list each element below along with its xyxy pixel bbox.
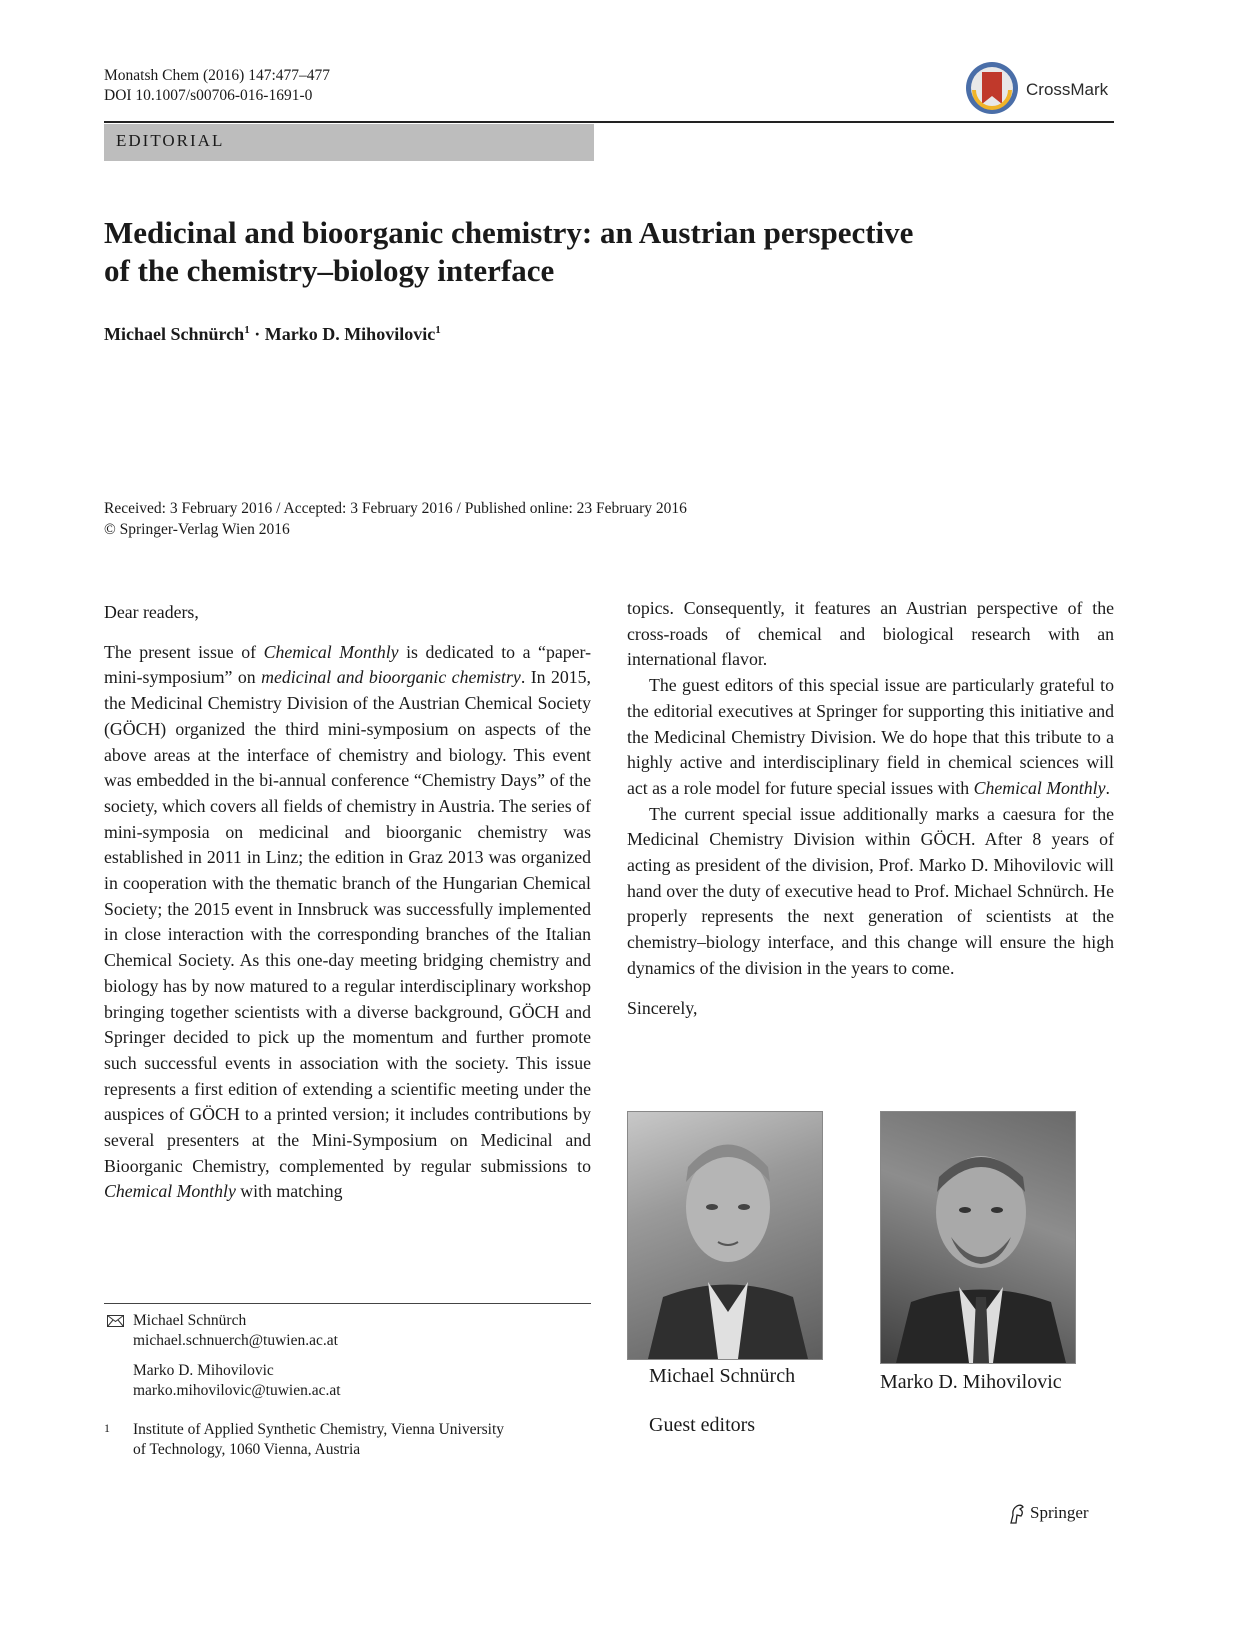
paragraph-1 xyxy=(104,640,591,1205)
author-1-affil: 1 xyxy=(244,324,250,336)
journal-name: Chemical Monthly xyxy=(973,777,1106,798)
affiliation-line-1: Institute of Applied Synthetic Chemistry, Vienna University xyxy=(133,1421,505,1438)
doi-line: DOI 10.1007/s00706-016-1691-0 xyxy=(104,87,313,104)
section-label: EDITORIAL xyxy=(116,131,225,150)
affiliation xyxy=(133,1420,504,1460)
author-2-affil: 1 xyxy=(435,324,441,336)
photo-caption-2: Marko D. Mihovilovic xyxy=(880,1371,1062,1393)
p1-text-a: The present issue of xyxy=(104,641,264,662)
portrait-1-figure xyxy=(628,1112,822,1359)
affiliation-number: 1 xyxy=(104,1421,110,1435)
photo-caption-1: Michael Schnürch xyxy=(649,1365,796,1387)
contact-1-email[interactable]: michael.schnuerch@tuwien.ac.at xyxy=(133,1332,338,1349)
portrait-2-figure xyxy=(881,1112,1075,1363)
contact-2-name: Marko D. Mihovilovic xyxy=(133,1362,274,1379)
journal-name: Chemical Monthly xyxy=(104,1181,236,1202)
p1-text-d: with matching xyxy=(235,1181,343,1202)
body-column-right xyxy=(627,596,1114,1021)
contact-1-name: Michael Schnürch xyxy=(133,1312,247,1329)
journal-citation xyxy=(104,66,330,106)
title-line-2: of the chemistry–biology interface xyxy=(104,253,555,288)
footnote-rule xyxy=(104,1303,591,1304)
publisher-logo: Springer xyxy=(1030,1503,1089,1522)
journal-name: Chemical Monthly xyxy=(263,641,399,662)
paragraph-3: The current special issue additionally marks a caesura for the Medicinal Chemistry Division within GÖCH. After 8 years of acting as president of the division, Prof. Marko D. Mihovilovic will hand over the duty of executive head to Prof. Michael Schnürch. He properly represents the next generation of scientists at the chemistry–biology interface, and this change will ensure the high dynamics of the division in the years to come. xyxy=(627,803,1114,978)
envelope-icon xyxy=(107,1315,124,1327)
copyright-line: © Springer-Verlag Wien 2016 xyxy=(104,521,290,538)
contact-1 xyxy=(133,1311,338,1351)
crossmark-label: CrossMark xyxy=(1026,80,1109,99)
journal-line: Monatsh Chem (2016) 147:477–477 xyxy=(104,67,331,84)
guest-editors-label: Guest editors xyxy=(649,1414,756,1436)
author-2[interactable]: Marko D. Mihovilovic xyxy=(264,324,436,344)
header-rule xyxy=(104,121,1114,123)
topic-emphasis: medicinal and bioorganic chemistry xyxy=(261,667,521,688)
article-title xyxy=(104,214,1004,290)
p1-text-c: . In 2015, the Medicinal Chemistry Division of the Austrian Chemical Society (GÖCH) organized the third mini-symposium on aspects of the above areas at the interface of chemistry and biology. This event was embedded in the bi-annual conference “Chemistry Days” of the society, which covers all fields of chemistry in Austria. The series of mini-symposia on medicinal and bioorganic chemistry was established in 2011 in Linz; the edition in Graz 2013 was organized in cooperation with the thematic branch of the Hungarian Chemical Society; the 2015 event in Innsbruck was successfully implemented in close interaction with the corresponding branches of the Italian Chemical Society. As this one-day meeting bridging chemistry and biology has by now matured to a regular interdisciplinary workshop bringing together scientists with a diverse background, GÖCH and Springer decided to pick up the momentum and further promote such successful events in association with the society. This issue represents a first edition of extending a scientific meeting under the auspices of GÖCH to a printed version; it includes contributions by several presenters at the Mini-Symposium on Medicinal and Bioorganic Chemistry, complemented by regular submissions to xyxy=(104,667,591,1176)
contact-2-email[interactable]: marko.mihovilovic@tuwien.ac.at xyxy=(133,1382,341,1399)
crossmark-badge[interactable] xyxy=(964,60,1114,116)
p2-text-b: . xyxy=(1105,777,1110,798)
article-history xyxy=(104,498,687,540)
author-separator: · xyxy=(254,324,261,344)
p1-text-b: is dedicated to a “paper-mini-symposium” on xyxy=(104,641,591,688)
body-column-left xyxy=(104,600,591,1205)
contact-2 xyxy=(133,1361,341,1401)
springer-horse-icon xyxy=(1008,1503,1026,1525)
salutation: Dear readers, xyxy=(104,602,199,622)
affiliation-line-2: of Technology, 1060 Vienna, Austria xyxy=(133,1441,361,1458)
author-list xyxy=(104,324,441,345)
crossmark-icon xyxy=(964,60,1020,116)
dates-line: Received: 3 February 2016 / Accepted: 3 February 2016 / Published online: 23 February 2016 xyxy=(104,500,687,517)
editor-photo-mihovilovic xyxy=(880,1111,1076,1364)
author-1[interactable]: Michael Schnürch xyxy=(104,324,245,344)
editor-photo-schnurch xyxy=(627,1111,823,1360)
paragraph-2 xyxy=(627,673,1114,802)
paragraph-1-continued: topics. Consequently, it features an Austrian perspective of the cross-roads of chemical and biological research with an international flavor. xyxy=(627,598,1114,670)
closing: Sincerely, xyxy=(627,997,698,1018)
title-line-1: Medicinal and bioorganic chemistry: an Austrian perspective xyxy=(104,215,914,250)
p2-text-a: The guest editors of this special issue are particularly grateful to the editorial executives at Springer for supporting this initiative and the Medicinal Chemistry Division. We do hope that this tribute to a highly active and interdisciplinary field in chemical sciences will act as a role model for future special issues with xyxy=(627,675,1114,798)
